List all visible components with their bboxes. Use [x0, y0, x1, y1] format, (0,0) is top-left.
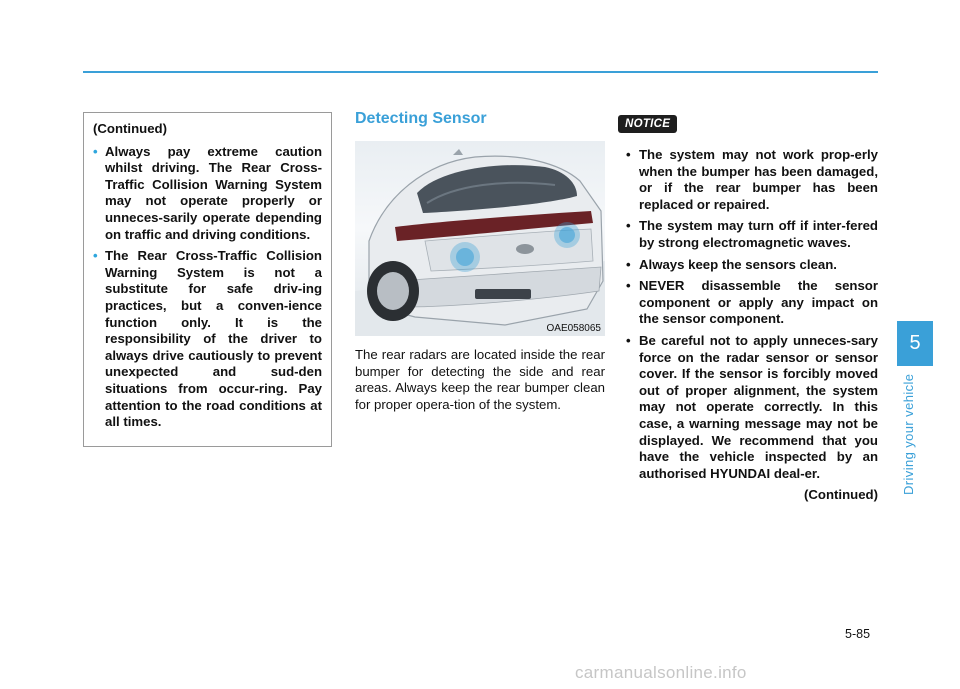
- notice-item: • Always keep the sensors clean.: [626, 256, 837, 272]
- bullet-icon: •: [93, 143, 98, 159]
- figure-code: OAE058065: [546, 323, 601, 334]
- notice-item: • The system may not work prop-erly when the bumper has been damaged, or if the rear bumper has been replaced or repaired.: [626, 147, 878, 212]
- bullet-icon: •: [626, 218, 631, 234]
- notice-item: • NEVER disassemble the sensor component or apply any impact on the sensor component.: [626, 278, 878, 327]
- car-rear-figure: [355, 141, 605, 336]
- notice-item: • The system may turn off if inter-fered by strong electromagnetic waves.: [626, 218, 878, 250]
- car-rear-illustration: [355, 141, 605, 336]
- notice-item: • Be careful not to apply unneces-sary force on the radar sensor or sensor cover. If the sensor is forcibly moved out of proper alignment, the system may not operate correctly. In this case, a warning message may not be displayed. We recommend that you have the vehicle inspected by an authorised HYUNDAI deal-er.: [626, 332, 878, 481]
- watermark-text: carmanualsonline.info: [575, 663, 747, 682]
- bullet-icon: •: [626, 256, 631, 272]
- bullet-icon: •: [626, 147, 631, 162]
- caution-item: • Always pay extreme caution whilst driving. The Rear Cross-Traffic Collision Warning System may not operate properly or unneces-sarily operate depending on traffic and driving conditions.: [93, 143, 322, 242]
- chapter-side-label: Driving your vehicle: [901, 373, 916, 495]
- box-continued-label: (Continued): [93, 121, 167, 136]
- detecting-sensor-section: [355, 110, 605, 413]
- notice-continued-label: (Continued): [804, 487, 878, 503]
- notice-section: [618, 114, 878, 502]
- bullet-icon: •: [626, 332, 631, 348]
- bullet-icon: •: [626, 278, 631, 294]
- page-number: 5-85: [845, 627, 871, 641]
- notice-badge: NOTICE: [618, 115, 677, 133]
- bullet-icon: •: [93, 248, 98, 264]
- caution-item: • The Rear Cross-Traffic Collision Warning System is not a substitute for safe driv-ing practices, but a conven-ience function only. It is the responsibility of the driver to always drive cautiously to prevent unexpected and sud-den situations from occur-ring. Pay attention to the road conditions at all times.: [93, 248, 322, 430]
- chapter-tab[interactable]: 5: [897, 321, 933, 366]
- header-rule: [83, 71, 878, 73]
- section-body: The rear radars are located inside the rear bumper for detecting the side and rear areas. Always keep the rear bumper clean for proper opera-tion of the system.: [355, 347, 605, 412]
- caution-list: [93, 144, 322, 431]
- section-title: Detecting Sensor: [355, 110, 487, 127]
- caution-box: [83, 112, 332, 447]
- notice-list: [618, 147, 878, 482]
